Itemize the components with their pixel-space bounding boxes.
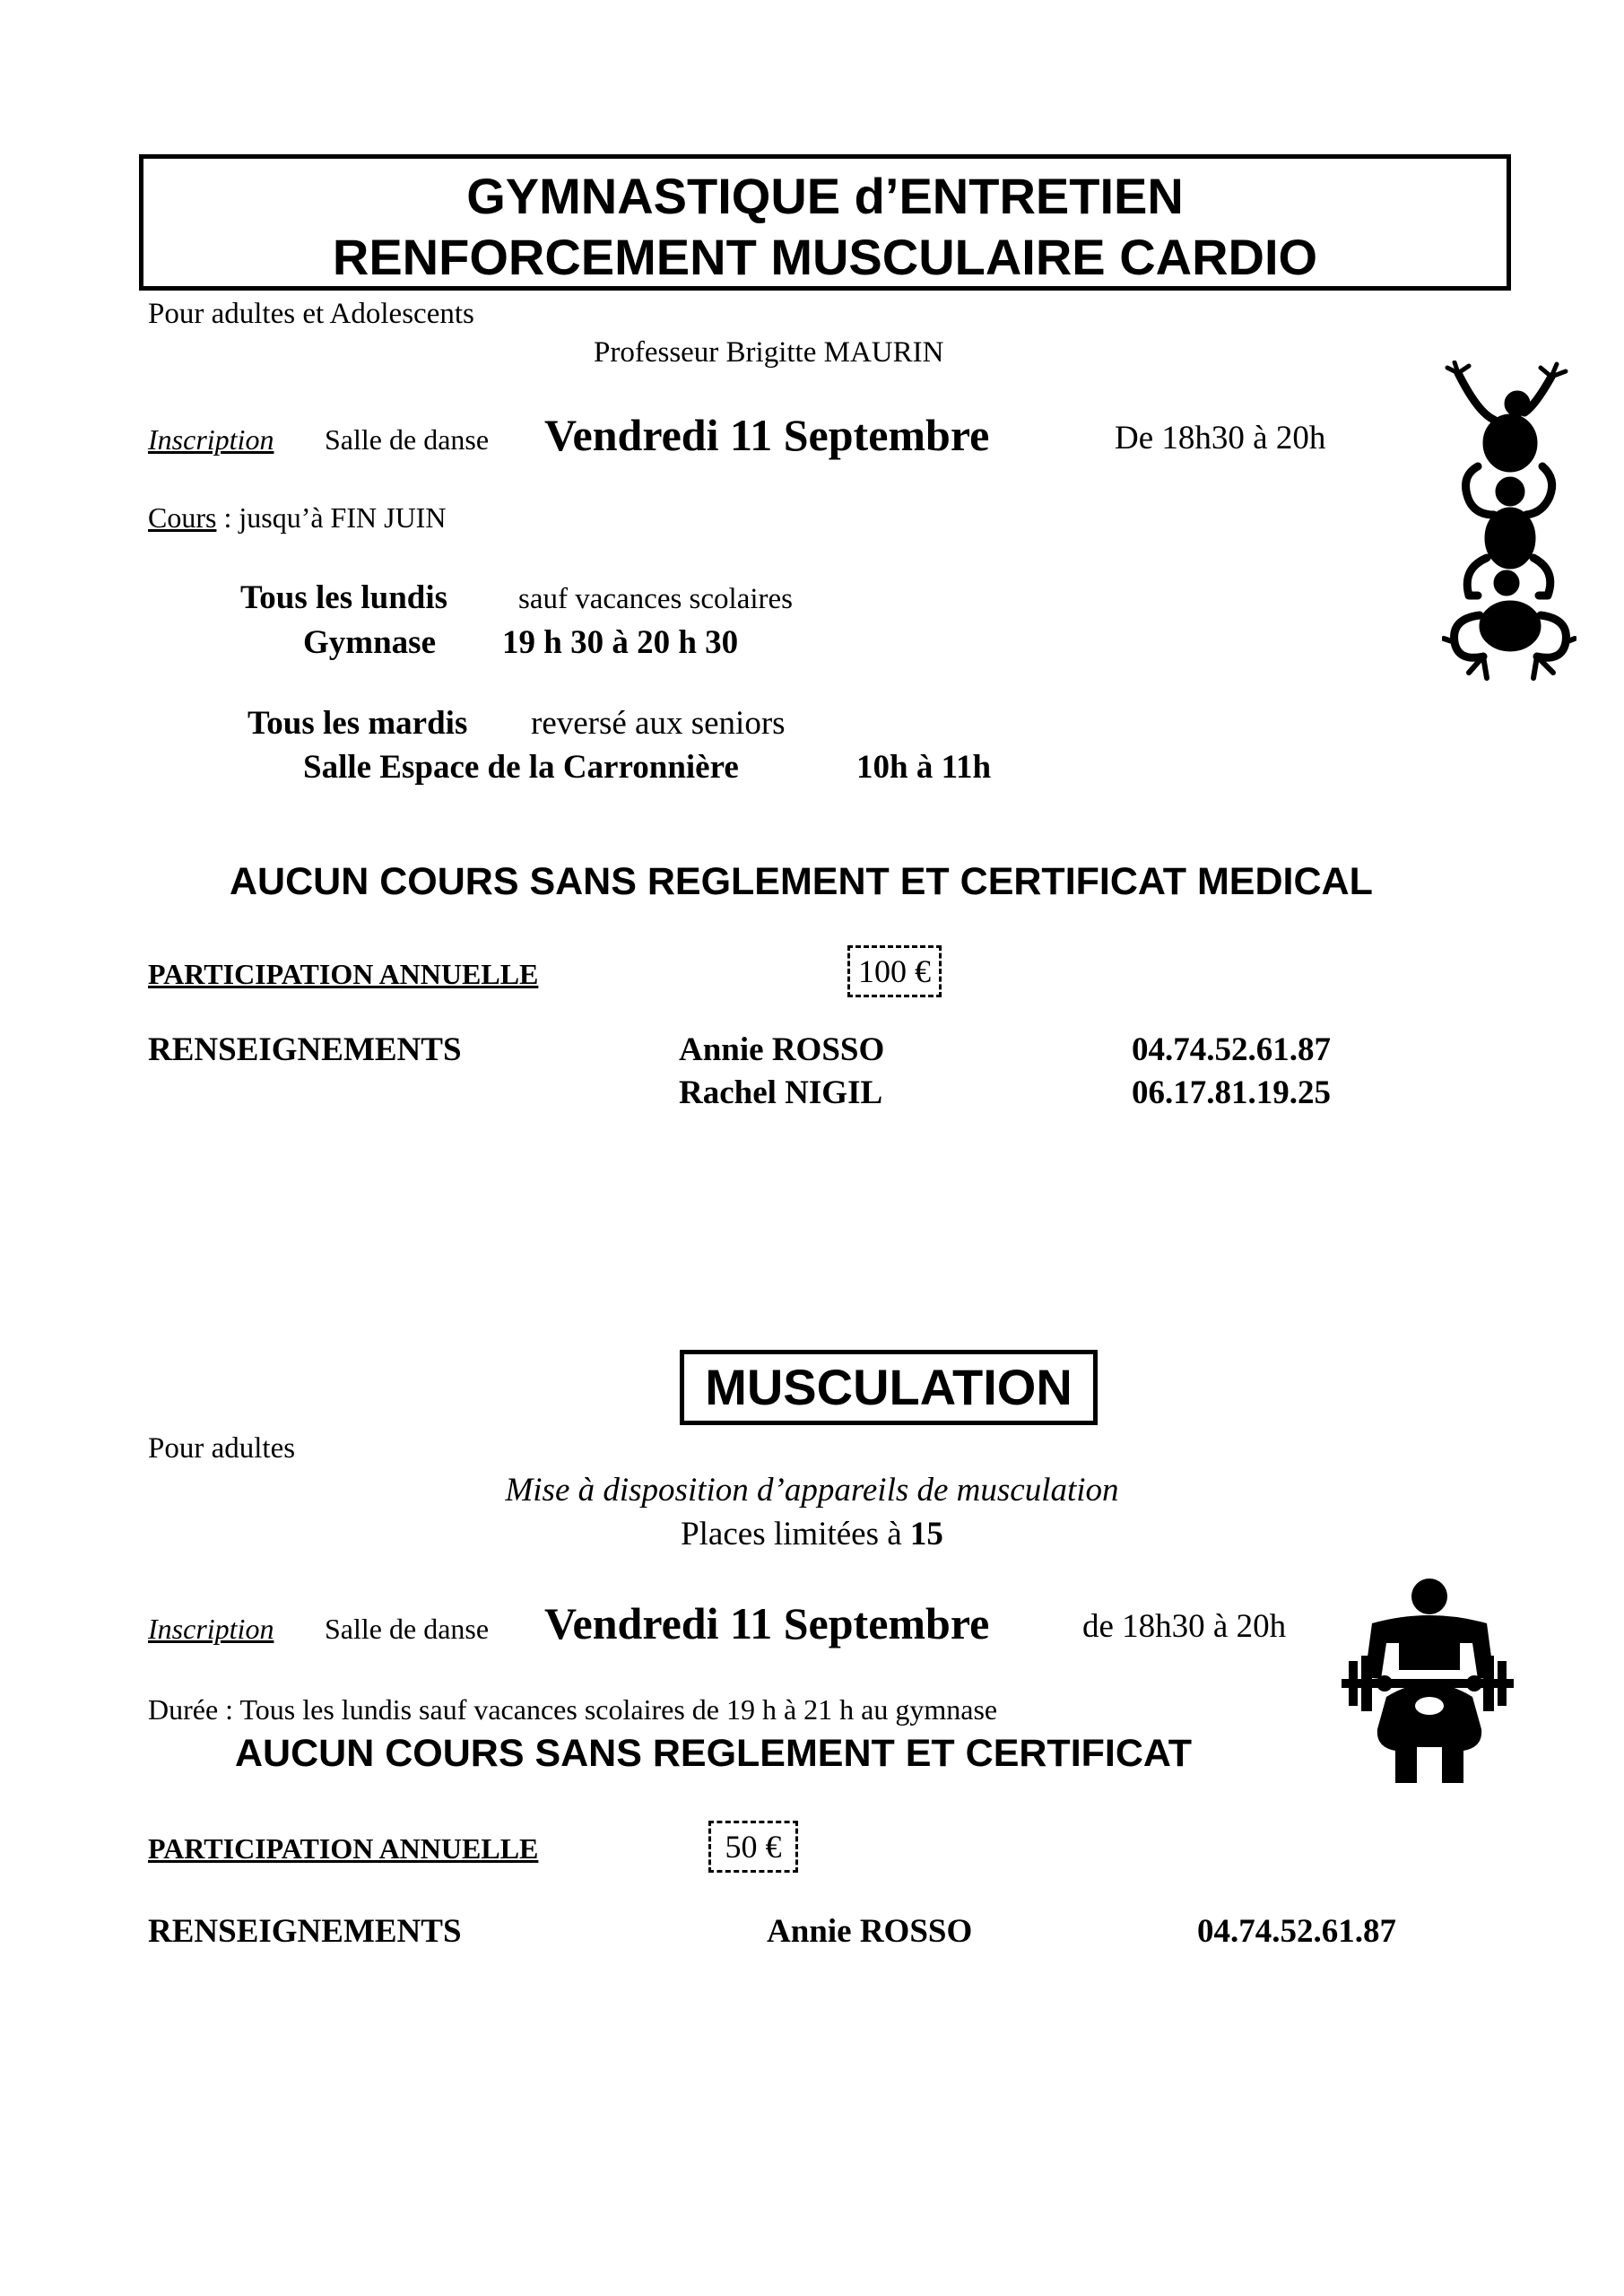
gym-contact-1-name: Annie ROSSO [679, 1031, 885, 1068]
musc-inscription-time: de 18h30 à 20h [1082, 1608, 1287, 1645]
gym-inscription-place: Salle de danse [325, 423, 490, 456]
gym-mardis-note: reversé aux seniors [531, 705, 786, 742]
gym-inscription-date: Vendredi 11 Septembre [544, 410, 990, 460]
gym-cours-text: : jusqu’à FIN JUIN [216, 501, 447, 534]
gym-warning: AUCUN COURS SANS REGLEMENT ET CERTIFICAT MEDICAL [230, 860, 1373, 903]
gym-contact-2-phone: 06.17.81.19.25 [1132, 1074, 1331, 1111]
musc-inscription-date: Vendredi 11 Septembre [544, 1598, 990, 1648]
musc-info-label: RENSEIGNEMENTS [148, 1913, 462, 1950]
musc-warning-clip [235, 1731, 1311, 1781]
gym-participation-price: 100 € [847, 945, 942, 997]
gym-teacher: Professeur Brigitte MAURIN [594, 336, 944, 369]
gym-audience: Pour adultes et Adolescents [148, 298, 474, 330]
gym-lundis-time: 19 h 30 à 20 h 30 [502, 624, 739, 661]
musc-duree: Durée : Tous les lundis sauf vacances scolaires de 19 h à 21 h au gymnase [148, 1693, 998, 1726]
musc-inscription-label: Inscription [148, 1613, 274, 1645]
gym-info-label: RENSEIGNEMENTS [148, 1031, 462, 1068]
gym-lundis-place: Gymnase [303, 624, 436, 661]
musc-audience: Pour adultes [148, 1432, 296, 1465]
musc-places-count: 15 [909, 1516, 943, 1552]
musc-places-text: Places limitées à [681, 1516, 910, 1552]
musc-description: Mise à disposition d’appareils de musculation [505, 1472, 1119, 1509]
musc-participation-price: 50 € [708, 1821, 798, 1873]
musc-title-box: MUSCULATION [680, 1350, 1098, 1425]
gym-title-box [139, 154, 1511, 291]
gym-lundis-note: sauf vacances scolaires [518, 583, 794, 615]
gym-cours [148, 503, 446, 532]
gym-inscription-time: De 18h30 à 20h [1115, 420, 1326, 457]
musc-warning: AUCUN COURS SANS REGLEMENT ET CERTIFICAT [235, 1732, 1193, 1775]
acrobats-icon [1442, 361, 1576, 683]
gym-mardis-label: Tous les mardis [248, 705, 468, 742]
gym-mardis-time: 10h à 11h [856, 749, 992, 786]
musc-participation-label: PARTICIPATION ANNUELLE [148, 1832, 539, 1865]
gym-inscription-label: Inscription [148, 423, 274, 456]
musc-contact-phone: 04.74.52.61.87 [1197, 1913, 1396, 1950]
gym-cours-label: Cours [148, 501, 217, 534]
gym-contact-2-name: Rachel NIGIL [679, 1074, 883, 1111]
musc-places [0, 1518, 1624, 1551]
gym-mardis-place: Salle Espace de la Carronnière [303, 749, 739, 786]
gym-title-line-2: RENFORCEMENT MUSCULAIRE CARDIO [332, 229, 1318, 285]
gym-lundis-label: Tous les lundis [240, 579, 448, 616]
weightlifter-icon [1329, 1571, 1526, 1787]
gym-participation-label: PARTICIPATION ANNUELLE [148, 958, 539, 990]
musc-contact-name: Annie ROSSO [767, 1913, 973, 1950]
gym-title-line-1: GYMNASTIQUE d’ENTRETIEN [466, 168, 1184, 224]
gym-contact-1-phone: 04.74.52.61.87 [1132, 1031, 1331, 1068]
musc-inscription-place: Salle de danse [325, 1613, 490, 1645]
